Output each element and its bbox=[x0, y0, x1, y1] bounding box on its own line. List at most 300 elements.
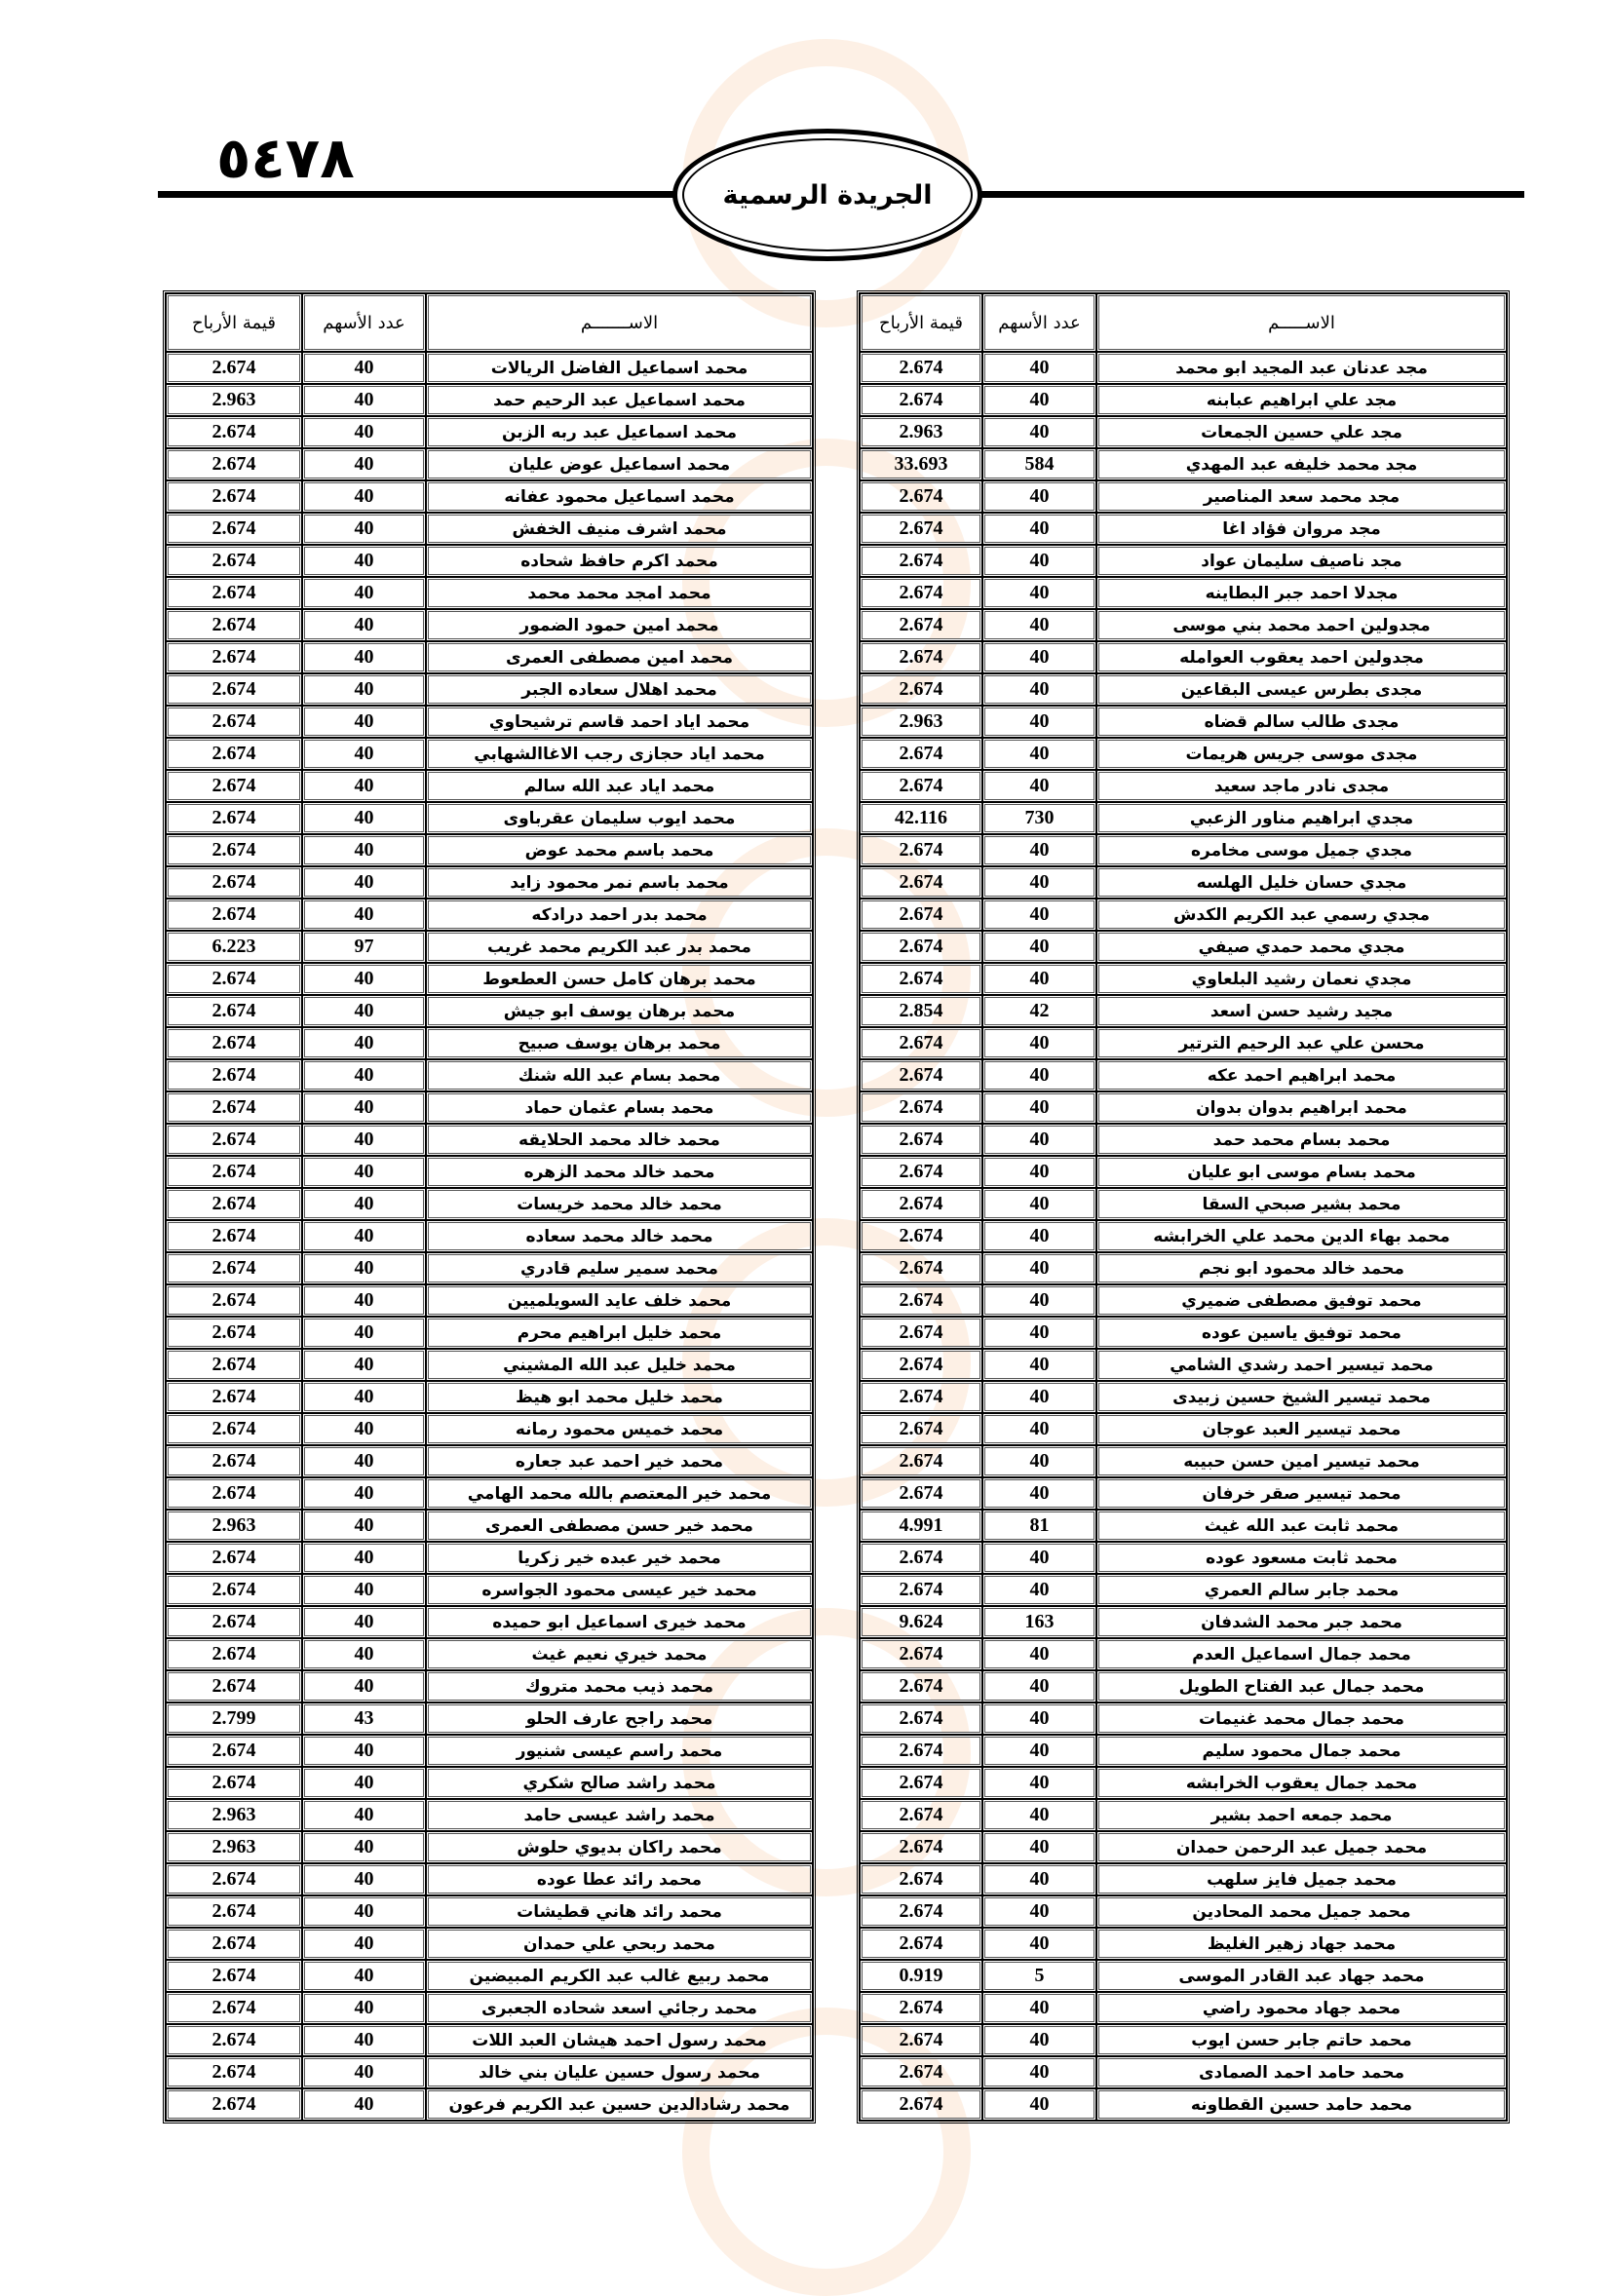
shares-cell: 5 bbox=[982, 1960, 1096, 1992]
shares-cell: 40 bbox=[982, 1091, 1096, 1124]
table-row bbox=[860, 1703, 1507, 1735]
table-row bbox=[860, 1510, 1507, 1542]
name-cell: محمد خلف عايد السويلميين bbox=[426, 1284, 813, 1317]
profit-cell: 2.674 bbox=[166, 1638, 302, 1670]
shares-cell: 40 bbox=[302, 2088, 426, 2121]
shares-cell: 40 bbox=[302, 1895, 426, 1928]
table-row bbox=[166, 1638, 813, 1670]
shares-cell: 40 bbox=[302, 2024, 426, 2056]
table-row bbox=[166, 1445, 813, 1477]
gazette-title: الجريدة الرسمية bbox=[722, 179, 933, 210]
shares-cell: 40 bbox=[982, 1542, 1096, 1574]
profit-cell: 2.674 bbox=[860, 1767, 982, 1799]
name-cell: مجد مروان فؤاد اغا bbox=[1096, 513, 1507, 545]
name-cell: مجدي ابراهيم مناور الزعبي bbox=[1096, 802, 1507, 834]
table-row bbox=[166, 1542, 813, 1574]
shares-cell: 40 bbox=[982, 1831, 1096, 1863]
name-cell: مجد علي ابراهيم عبابنه bbox=[1096, 384, 1507, 416]
table-row bbox=[166, 2088, 813, 2121]
profit-cell: 2.674 bbox=[860, 1124, 982, 1156]
profit-cell: 42.116 bbox=[860, 802, 982, 834]
table-row bbox=[860, 1895, 1507, 1928]
name-cell: محمد ثابت مسعود عوده bbox=[1096, 1542, 1507, 1574]
table-row bbox=[166, 577, 813, 609]
profit-cell: 2.674 bbox=[166, 1477, 302, 1510]
profit-cell: 2.674 bbox=[860, 1992, 982, 2024]
profit-cell: 2.963 bbox=[166, 384, 302, 416]
name-cell: محمد تيسير احمد رشدي الشامي bbox=[1096, 1349, 1507, 1381]
name-cell: محمد خالد محمد الحلايقه bbox=[426, 1124, 813, 1156]
table-row bbox=[860, 416, 1507, 448]
profit-cell: 2.674 bbox=[166, 513, 302, 545]
profit-cell: 2.674 bbox=[166, 1767, 302, 1799]
shares-cell: 40 bbox=[982, 706, 1096, 738]
profit-cell: 2.674 bbox=[166, 802, 302, 834]
profit-cell: 2.674 bbox=[166, 1091, 302, 1124]
table-row bbox=[166, 931, 813, 963]
profit-cell: 2.674 bbox=[166, 1895, 302, 1928]
table-row bbox=[860, 1960, 1507, 1992]
shares-cell: 40 bbox=[982, 770, 1096, 802]
table-row bbox=[166, 352, 813, 384]
profit-cell: 2.674 bbox=[166, 641, 302, 673]
profit-cell: 2.674 bbox=[860, 1059, 982, 1091]
shares-cell: 40 bbox=[982, 1992, 1096, 2024]
table-row bbox=[166, 384, 813, 416]
name-cell: مجدى موسى جريس هريمات bbox=[1096, 738, 1507, 770]
name-cell: محمد حاتم جابر حسن ايوب bbox=[1096, 2024, 1507, 2056]
shares-cell: 40 bbox=[302, 641, 426, 673]
table-row bbox=[166, 1863, 813, 1895]
shares-cell: 40 bbox=[982, 673, 1096, 706]
shares-cell: 40 bbox=[982, 1445, 1096, 1477]
name-cell: محمد خليل عبد الله المشيني bbox=[426, 1349, 813, 1381]
table-row bbox=[166, 641, 813, 673]
profit-cell: 2.674 bbox=[860, 1831, 982, 1863]
shares-cell: 40 bbox=[302, 673, 426, 706]
table-row bbox=[860, 1606, 1507, 1638]
name-cell: محمد خميس محمود رمانه bbox=[426, 1413, 813, 1445]
shares-cell: 40 bbox=[302, 1574, 426, 1606]
profit-cell: 2.674 bbox=[860, 866, 982, 899]
name-cell: مجدي جميل موسى مخامره bbox=[1096, 834, 1507, 866]
name-cell: محمد بسام موسى ابو عليان bbox=[1096, 1156, 1507, 1188]
profit-cell: 2.674 bbox=[166, 1252, 302, 1284]
profit-cell: 2.674 bbox=[860, 1928, 982, 1960]
table-row bbox=[860, 1670, 1507, 1703]
name-cell: محمد ثابت عبد الله غيث bbox=[1096, 1510, 1507, 1542]
name-cell: محمد باسم محمد عوض bbox=[426, 834, 813, 866]
shares-cell: 40 bbox=[302, 1124, 426, 1156]
shares-cell: 40 bbox=[302, 1381, 426, 1413]
name-cell: محمد باسم نمر محمود زايد bbox=[426, 866, 813, 899]
table-row bbox=[860, 1542, 1507, 1574]
shares-cell: 40 bbox=[302, 899, 426, 931]
name-cell: مجد محمد خليفه عبد المهدي bbox=[1096, 448, 1507, 480]
shares-cell: 40 bbox=[982, 866, 1096, 899]
profit-cell: 2.674 bbox=[860, 480, 982, 513]
profit-cell: 2.674 bbox=[166, 963, 302, 995]
profit-cell: 2.674 bbox=[166, 770, 302, 802]
profit-cell: 2.674 bbox=[860, 2056, 982, 2088]
profit-cell: 2.674 bbox=[860, 1638, 982, 1670]
table-row bbox=[166, 1091, 813, 1124]
profit-cell: 2.963 bbox=[166, 1510, 302, 1542]
table-row bbox=[860, 866, 1507, 899]
name-cell: محمد جميل عبد الرحمن حمدان bbox=[1096, 1831, 1507, 1863]
table-row bbox=[860, 513, 1507, 545]
table-row bbox=[166, 1992, 813, 2024]
table-row bbox=[860, 1799, 1507, 1831]
name-cell: محمد رشادالدين حسين عبد الكريم فرعون bbox=[426, 2088, 813, 2121]
table-row bbox=[166, 834, 813, 866]
shares-cell: 40 bbox=[982, 1574, 1096, 1606]
name-cell: محمد توفيق مصطفى ضميري bbox=[1096, 1284, 1507, 1317]
name-cell: محمد جميل محمد المحادين bbox=[1096, 1895, 1507, 1928]
name-cell: محمد خالد محمود ابو نجم bbox=[1096, 1252, 1507, 1284]
name-cell: محمد جابر سالم العمري bbox=[1096, 1574, 1507, 1606]
name-cell: مجدي محمد حمدي صيفي bbox=[1096, 931, 1507, 963]
shares-cell: 40 bbox=[982, 899, 1096, 931]
shares-cell: 163 bbox=[982, 1606, 1096, 1638]
profit-cell: 2.674 bbox=[860, 1188, 982, 1220]
shares-cell: 81 bbox=[982, 1510, 1096, 1542]
table-row bbox=[860, 1027, 1507, 1059]
profit-cell: 2.674 bbox=[166, 448, 302, 480]
name-cell: محمد ابراهيم بدوان بدوان bbox=[1096, 1091, 1507, 1124]
name-cell: محمد خير عبده خير زكريا bbox=[426, 1542, 813, 1574]
profit-cell: 2.674 bbox=[860, 641, 982, 673]
profit-cell: 2.674 bbox=[860, 1220, 982, 1252]
table-row bbox=[166, 1381, 813, 1413]
name-cell: محمد جمال اسماعيل العدم bbox=[1096, 1638, 1507, 1670]
profit-cell: 2.674 bbox=[166, 2024, 302, 2056]
profit-cell: 2.674 bbox=[166, 1059, 302, 1091]
table-row bbox=[166, 1188, 813, 1220]
table-row bbox=[166, 1928, 813, 1960]
profit-cell: 2.674 bbox=[166, 1317, 302, 1349]
name-cell: محمد برهان كامل حسن العطعوط bbox=[426, 963, 813, 995]
name-cell: محمد خالد محمد سعاده bbox=[426, 1220, 813, 1252]
profit-cell: 2.674 bbox=[166, 577, 302, 609]
shares-cell: 40 bbox=[982, 1381, 1096, 1413]
shares-cell: 40 bbox=[982, 738, 1096, 770]
shares-cell: 40 bbox=[302, 1510, 426, 1542]
shares-cell: 40 bbox=[302, 1252, 426, 1284]
name-cell: محمد خير عيسى محمود الجواسره bbox=[426, 1574, 813, 1606]
shares-cell: 40 bbox=[982, 545, 1096, 577]
shares-cell: 42 bbox=[982, 995, 1096, 1027]
profit-cell: 2.674 bbox=[166, 738, 302, 770]
table-row bbox=[166, 1831, 813, 1863]
name-cell: محمد رائد هاني قطيشات bbox=[426, 1895, 813, 1928]
profit-cell: 2.854 bbox=[860, 995, 982, 1027]
profit-cell: 2.674 bbox=[166, 480, 302, 513]
table-row bbox=[860, 1349, 1507, 1381]
table-row bbox=[860, 738, 1507, 770]
profit-cell: 2.674 bbox=[166, 1606, 302, 1638]
table-row bbox=[860, 1638, 1507, 1670]
profit-cell: 2.674 bbox=[166, 1124, 302, 1156]
name-cell: محمد اشرف منيف الخفش bbox=[426, 513, 813, 545]
table-row bbox=[166, 1735, 813, 1767]
shares-cell: 40 bbox=[302, 1445, 426, 1477]
shares-cell: 40 bbox=[302, 384, 426, 416]
table-row bbox=[860, 1992, 1507, 2024]
shares-cell: 40 bbox=[302, 545, 426, 577]
table-row bbox=[860, 2024, 1507, 2056]
profit-cell: 2.674 bbox=[860, 1799, 982, 1831]
table-row bbox=[860, 963, 1507, 995]
shares-cell: 40 bbox=[302, 866, 426, 899]
shares-cell: 40 bbox=[302, 1477, 426, 1510]
shares-cell: 40 bbox=[982, 1188, 1096, 1220]
profit-cell: 2.674 bbox=[166, 2056, 302, 2088]
name-cell: محمد رجائي اسعد شحاده الجعبرى bbox=[426, 1992, 813, 2024]
name-cell: محمد رائد عطا عوده bbox=[426, 1863, 813, 1895]
name-cell: مجدلا احمد جبر البطاينه bbox=[1096, 577, 1507, 609]
name-cell: محمد بهاء الدين محمد علي الخرابشه bbox=[1096, 1220, 1507, 1252]
left-dividends-table bbox=[163, 290, 816, 2124]
profit-cell: 2.674 bbox=[166, 1863, 302, 1895]
profit-cell: 2.674 bbox=[860, 834, 982, 866]
profit-cell: 2.674 bbox=[860, 513, 982, 545]
shares-cell: 40 bbox=[302, 1638, 426, 1670]
shares-cell: 40 bbox=[982, 2056, 1096, 2088]
name-cell: محمد اسماعيل عوض عليان bbox=[426, 448, 813, 480]
shares-cell: 40 bbox=[302, 2056, 426, 2088]
shares-cell: 40 bbox=[302, 1317, 426, 1349]
profit-cell: 9.624 bbox=[860, 1606, 982, 1638]
shares-cell: 40 bbox=[982, 1284, 1096, 1317]
table-row bbox=[166, 448, 813, 480]
profit-cell: 2.674 bbox=[166, 1542, 302, 1574]
profit-cell: 2.674 bbox=[860, 673, 982, 706]
profit-cell: 2.674 bbox=[860, 770, 982, 802]
name-cell: محمد تيسير العبد عوجان bbox=[1096, 1413, 1507, 1445]
shares-cell: 40 bbox=[982, 1735, 1096, 1767]
table-row bbox=[166, 1156, 813, 1188]
table-row bbox=[166, 1703, 813, 1735]
table-row bbox=[166, 1510, 813, 1542]
profit-cell: 2.674 bbox=[166, 1349, 302, 1381]
profit-cell: 2.674 bbox=[860, 1317, 982, 1349]
name-cell: محمد راكان بديوي حلوش bbox=[426, 1831, 813, 1863]
name-cell: محمد بسام محمد حمد bbox=[1096, 1124, 1507, 1156]
name-cell: محمد خيرى اسماعيل ابو حميده bbox=[426, 1606, 813, 1638]
table-row bbox=[860, 1156, 1507, 1188]
table-row bbox=[166, 738, 813, 770]
profit-cell: 2.674 bbox=[166, 1156, 302, 1188]
shares-cell: 40 bbox=[982, 577, 1096, 609]
shares-cell: 40 bbox=[982, 1027, 1096, 1059]
name-cell: مجد ناصيف سليمان عواد bbox=[1096, 545, 1507, 577]
shares-cell: 40 bbox=[302, 1027, 426, 1059]
shares-cell: 40 bbox=[302, 416, 426, 448]
name-cell: محمد خليل محمد ابو هيظ bbox=[426, 1381, 813, 1413]
profit-cell: 2.799 bbox=[166, 1703, 302, 1735]
shares-cell: 40 bbox=[302, 1670, 426, 1703]
name-cell: محمد اياد عبد الله سالم bbox=[426, 770, 813, 802]
table-row bbox=[860, 480, 1507, 513]
name-cell: مجدي نعمان رشيد البلعاوي bbox=[1096, 963, 1507, 995]
name-cell: محمد اسماعيل الفاضل الريالات bbox=[426, 352, 813, 384]
shares-cell: 40 bbox=[982, 384, 1096, 416]
table-row bbox=[166, 545, 813, 577]
table-row bbox=[860, 352, 1507, 384]
table-row bbox=[860, 545, 1507, 577]
profit-cell: 2.674 bbox=[860, 1735, 982, 1767]
name-cell: محمد راشد عيسى حامد bbox=[426, 1799, 813, 1831]
profit-cell: 2.674 bbox=[860, 1381, 982, 1413]
shares-cell: 40 bbox=[982, 2088, 1096, 2121]
shares-cell: 40 bbox=[982, 931, 1096, 963]
shares-cell: 40 bbox=[982, 1670, 1096, 1703]
table-row bbox=[166, 1413, 813, 1445]
shares-cell: 40 bbox=[302, 1413, 426, 1445]
table-row bbox=[860, 1124, 1507, 1156]
table-row bbox=[860, 2056, 1507, 2088]
shares-cell: 584 bbox=[982, 448, 1096, 480]
table-row bbox=[166, 1124, 813, 1156]
shares-cell: 40 bbox=[982, 1477, 1096, 1510]
page-number: ٥٤٧٨ bbox=[216, 125, 355, 191]
shares-cell: 97 bbox=[302, 931, 426, 963]
table-row bbox=[860, 1831, 1507, 1863]
name-cell: محمد ابراهيم احمد عكه bbox=[1096, 1059, 1507, 1091]
name-cell: محمد بدر عبد الكريم محمد غريب bbox=[426, 931, 813, 963]
profit-cell: 2.674 bbox=[860, 384, 982, 416]
table-row bbox=[166, 1252, 813, 1284]
profit-cell: 2.674 bbox=[166, 1220, 302, 1252]
name-cell: محمد جهاد زهير الغليظ bbox=[1096, 1928, 1507, 1960]
column-header-name: الاســـــــم bbox=[426, 293, 813, 352]
profit-cell: 2.674 bbox=[166, 1992, 302, 2024]
profit-cell: 2.674 bbox=[166, 899, 302, 931]
table-row bbox=[166, 1799, 813, 1831]
table-row bbox=[166, 2024, 813, 2056]
name-cell: محمد بشير صبحي السقا bbox=[1096, 1188, 1507, 1220]
name-cell: مجدي حسان خليل الهلسه bbox=[1096, 866, 1507, 899]
profit-cell: 2.674 bbox=[860, 2088, 982, 2121]
right-dividends-table bbox=[857, 290, 1510, 2124]
name-cell: محمد جمال يعقوب الخرابشه bbox=[1096, 1767, 1507, 1799]
name-cell: محمد خير حسن مصطفى العمرى bbox=[426, 1510, 813, 1542]
name-cell: محمد اسماعيل عبد الرحيم حمد bbox=[426, 384, 813, 416]
table-row bbox=[860, 1091, 1507, 1124]
profit-cell: 2.963 bbox=[860, 416, 982, 448]
profit-cell: 2.674 bbox=[860, 352, 982, 384]
table-row bbox=[166, 609, 813, 641]
profit-cell: 6.223 bbox=[166, 931, 302, 963]
name-cell: محمد خير احمد عبد جعاره bbox=[426, 1445, 813, 1477]
table-row bbox=[860, 1284, 1507, 1317]
name-cell: مجدى نادر ماجد سعيد bbox=[1096, 770, 1507, 802]
profit-cell: 2.963 bbox=[166, 1799, 302, 1831]
table-row bbox=[860, 1381, 1507, 1413]
shares-cell: 730 bbox=[982, 802, 1096, 834]
name-cell: مجد علي حسين الجمعات bbox=[1096, 416, 1507, 448]
profit-cell: 2.674 bbox=[166, 706, 302, 738]
table-row bbox=[166, 1317, 813, 1349]
name-cell: محمد تيسير الشيخ حسين زبيدى bbox=[1096, 1381, 1507, 1413]
shares-cell: 40 bbox=[302, 1735, 426, 1767]
name-cell: مجدولين احمد محمد بني موسى bbox=[1096, 609, 1507, 641]
shares-cell: 40 bbox=[982, 1156, 1096, 1188]
shares-cell: 40 bbox=[302, 738, 426, 770]
table-row bbox=[166, 963, 813, 995]
table-row bbox=[860, 706, 1507, 738]
shares-cell: 40 bbox=[302, 1349, 426, 1381]
name-cell: محمد راسم عيسى شنيور bbox=[426, 1735, 813, 1767]
table-row bbox=[166, 480, 813, 513]
profit-cell: 2.674 bbox=[860, 899, 982, 931]
table-row bbox=[166, 770, 813, 802]
name-cell: محمد رسول احمد هيشان العبد اللات bbox=[426, 2024, 813, 2056]
table-row bbox=[860, 1317, 1507, 1349]
shares-cell: 40 bbox=[982, 1638, 1096, 1670]
shares-cell: 40 bbox=[302, 834, 426, 866]
name-cell: محمد ذيب محمد متروك bbox=[426, 1670, 813, 1703]
shares-cell: 40 bbox=[302, 963, 426, 995]
shares-cell: 40 bbox=[982, 2024, 1096, 2056]
name-cell: مجدى طالب سالم قضاه bbox=[1096, 706, 1507, 738]
table-row bbox=[166, 1895, 813, 1928]
column-header-profit: قيمة الأرباح bbox=[860, 293, 982, 352]
name-cell: محمد رسول حسين عليان بني خالد bbox=[426, 2056, 813, 2088]
table-row bbox=[166, 995, 813, 1027]
name-cell: محمد حامد حسين القطاونه bbox=[1096, 2088, 1507, 2121]
profit-cell: 2.674 bbox=[860, 963, 982, 995]
shares-cell: 40 bbox=[982, 416, 1096, 448]
profit-cell: 2.674 bbox=[166, 545, 302, 577]
column-header-shares: عدد الأسهم bbox=[302, 293, 426, 352]
name-cell: محمد برهان يوسف صبيح bbox=[426, 1027, 813, 1059]
table-row bbox=[166, 899, 813, 931]
column-header-profit: قيمة الأرباح bbox=[166, 293, 302, 352]
shares-cell: 40 bbox=[982, 1220, 1096, 1252]
shares-cell: 40 bbox=[982, 963, 1096, 995]
profit-cell: 2.674 bbox=[166, 416, 302, 448]
name-cell: محمد بسام عبد الله شنك bbox=[426, 1059, 813, 1091]
profit-cell: 2.674 bbox=[166, 834, 302, 866]
name-cell: محمد خيري نعيم غيث bbox=[426, 1638, 813, 1670]
shares-cell: 40 bbox=[982, 1124, 1096, 1156]
profit-cell: 2.674 bbox=[860, 1027, 982, 1059]
table-row bbox=[860, 931, 1507, 963]
table-row bbox=[860, 1220, 1507, 1252]
name-cell: محمد اهلال سعاده الجبر bbox=[426, 673, 813, 706]
table-row bbox=[166, 1477, 813, 1510]
table-row bbox=[166, 1670, 813, 1703]
name-cell: محمد جبر محمد الشدفان bbox=[1096, 1606, 1507, 1638]
table-row bbox=[860, 2088, 1507, 2121]
table-row bbox=[860, 1767, 1507, 1799]
name-cell: محمد ربحي علي حمدان bbox=[426, 1928, 813, 1960]
shares-cell: 40 bbox=[302, 577, 426, 609]
profit-cell: 2.674 bbox=[860, 1670, 982, 1703]
shares-cell: 40 bbox=[302, 1831, 426, 1863]
table-row bbox=[860, 834, 1507, 866]
profit-cell: 2.674 bbox=[860, 1349, 982, 1381]
shares-cell: 40 bbox=[982, 1767, 1096, 1799]
profit-cell: 2.674 bbox=[166, 866, 302, 899]
name-cell: محمد امجد محمد محمد bbox=[426, 577, 813, 609]
table-row bbox=[166, 1027, 813, 1059]
name-cell: محمد برهان يوسف ابو جيش bbox=[426, 995, 813, 1027]
table-row bbox=[166, 2056, 813, 2088]
shares-cell: 40 bbox=[302, 802, 426, 834]
